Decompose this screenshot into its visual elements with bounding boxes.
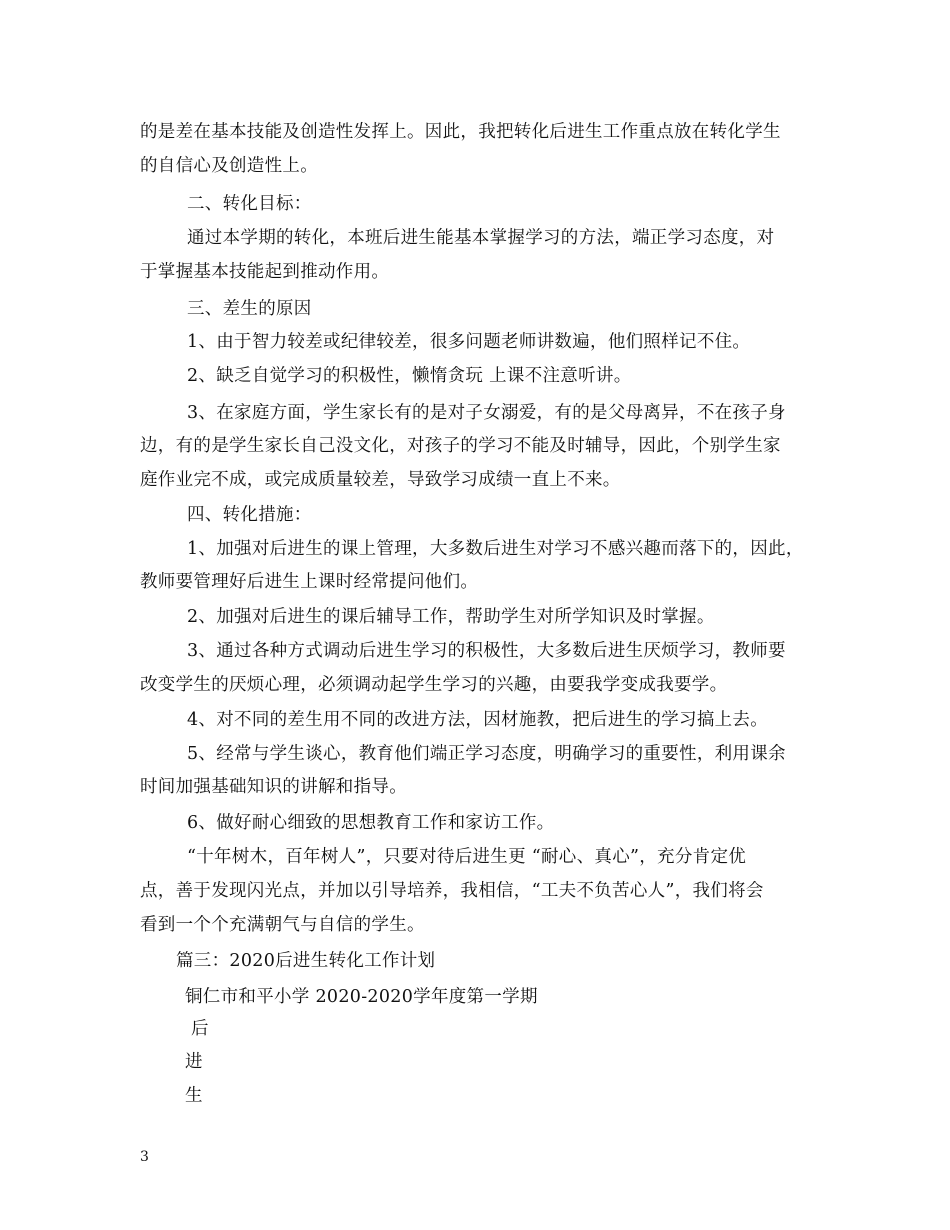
text-line: 5、经常与学生谈心，教育他们端正学习态度，明确学习的重要性，利用课余: [187, 744, 786, 764]
text-line: 生: [185, 1086, 203, 1106]
section-heading: 三、差生的原因: [187, 299, 312, 319]
text-line: 通过本学期的转化，本班后进生能基本掌握学习的方法，端正学习态度，对: [187, 228, 775, 248]
text-line: 3、在家庭方面，学生家长有的是对子女溺爱，有的是父母离异，不在孩子身: [187, 403, 786, 423]
text-line: 边，有的是学生家长自己没文化，对孩子的学习不能及时辅导，因此，个别学生家: [140, 436, 781, 456]
text-line: 于掌握基本技能起到推动作用。: [140, 262, 390, 282]
text-line: 教师要管理好后进生上课时经常提问他们。: [140, 572, 479, 592]
text-line: 的是差在基本技能及创造性发挥上。因此，我把转化后进生工作重点放在转化学生: [140, 122, 781, 142]
text-line: 1、由于智力较差或纪律较差，很多问题老师讲数遍，他们照样记不住。: [187, 332, 751, 352]
text-line: 1、加强对后进生的课上管理，大多数后进生对学习不感兴趣而落下的，因此，: [187, 539, 804, 559]
text-line: 2、缺乏自觉学习的积极性，懒惰贪玩 上课不注意听讲。: [187, 366, 632, 386]
text-line: 点，善于发现闪光点，并加以引导培养，我相信，“工夫不负苦心人”，我们将会: [140, 881, 764, 901]
text-line: 的自信心及创造性上。: [140, 156, 318, 176]
text-line: “十年树木，百年树人”，只要对待后进生更 “耐心、真心”，充分肯定优: [187, 847, 747, 867]
text-line: 改变学生的厌烦心理，必须调动起学生学习的兴趣，由要我学变成我要学。: [140, 675, 728, 695]
text-line: 铜仁市和平小学 2020-2020学年度第一学期: [185, 987, 538, 1007]
text-line: 2、加强对后进生的课后辅导工作，帮助学生对所学知识及时掌握。: [187, 607, 715, 627]
section-heading: 二、转化目标：: [187, 194, 312, 214]
text-line: 庭作业完不成，或完成质量较差，导致学习成绩一直上不来。: [140, 470, 621, 490]
text-line: 6、做好耐心细致的思想教育工作和家访工作。: [187, 813, 555, 833]
text-line: 后: [191, 1019, 209, 1039]
page-number: 3: [140, 1149, 149, 1165]
article-heading: 篇三：2020后进生转化工作计划: [176, 951, 436, 971]
text-line: 4、对不同的差生用不同的改进方法，因材施教，把后进生的学习搞上去。: [187, 710, 769, 730]
text-line: 进: [185, 1052, 203, 1072]
text-line: 看到一个个充满朝气与自信的学生。: [140, 915, 425, 935]
text-line: 时间加强基础知识的讲解和指导。: [140, 777, 407, 797]
section-heading: 四、转化措施：: [187, 505, 312, 525]
text-line: 3、通过各种方式调动后进生学习的积极性，大多数后进生厌烦学习，教师要: [187, 641, 786, 661]
